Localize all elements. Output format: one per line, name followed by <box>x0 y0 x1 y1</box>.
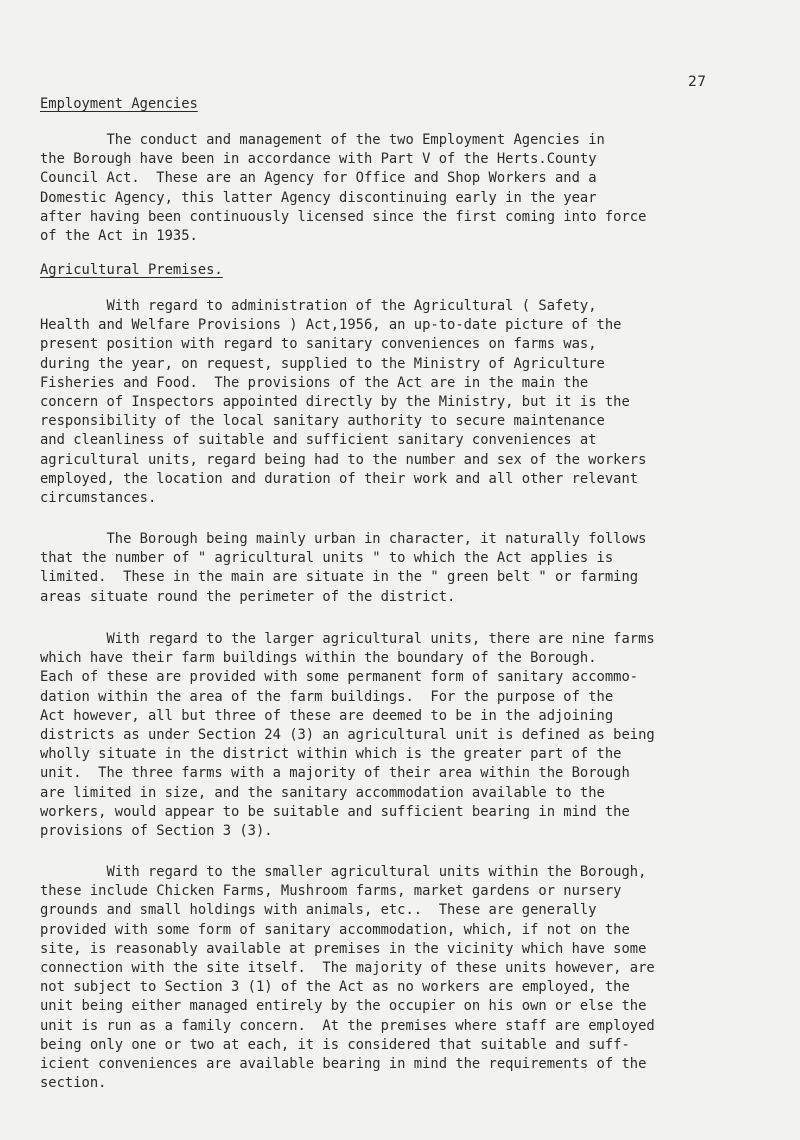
paragraph-agricultural-1: With regard to administration of the Agricultural ( Safety, Health and Welfare Provisions ) Act,1956, an up-to-date picture of the present position with regard to sanitary conveniences on farms was, during the year, on request, supplied to the Ministry of Agriculture Fisheries and Food. The provisions of the Act are in the main the concern of Inspectors appointed directly by the Ministry, but it is the responsibility of the local sanitary authority to secure maintenance and cleanliness of suitable and sufficient sanitary conveniences at agricultural units, regard being had to the number and sex of the workers employed, the location and duration of their work and all other relevant circumstances. <box>40 298 647 507</box>
paragraph-agricultural-4: With regard to the smaller agricultural units within the Borough, these include Chicken Farms, Mushroom farms, market gardens or nursery grounds and small holdings with animals, etc.. These are generally provided with some form of sanitary accommodation, which, if not on the site, is reasonably available at premises in the vicinity which have some connection with the site itself. The majority of these units however, are not subject to Section 3 (1) of the Act as no workers are employed, the unit being either managed entirely by the occupier on his own or else the unit is run as a family concern. At the premises where staff are employed being only one or two at each, it is considered that suitable and suff- icient conveniences are available bearing in mind the requirements of the section. <box>40 864 655 1092</box>
paragraph-agricultural-3: With regard to the larger agricultural units, there are nine farms which have their farm buildings within the boundary of the Borough. Each of these are provided with some permanent form of sanitary accommo- dation within the area of the farm buildings. For the purpose of the Act however, all but three of these are deemed to be in the adjoining districts as under Section 24 (3) an agricultural unit is defined as being wholly situate in the district within which is the greater part of the unit. The three farms with a majority of their area within the Borough are limited in size, and the sanitary accommodation available to the workers, would appear to be suitable and sufficient bearing in mind the provisions of Section 3 (3). <box>40 631 655 840</box>
paragraph-agricultural-2: The Borough being mainly urban in character, it naturally follows that the number of " agricultural units " to which the Act applies is limited. These in the main are situate in the " green belt " or farming areas situate round the perimeter of the district. <box>40 531 647 605</box>
section-heading-agricultural-premises: Agricultural Premises. <box>40 262 223 278</box>
paragraph-employment-agencies: The conduct and management of the two Employment Agencies in the Borough have been in accordance with Part V of the Herts.County Council Act. These are an Agency for Office and Shop Workers and a Domestic Agency, this latter Agency discontinuing early in the year after having been continuously licensed since the first coming into force of the Act in 1935. <box>40 132 647 245</box>
section-heading-employment-agencies: Employment Agencies <box>40 96 198 112</box>
page-number: 27 <box>688 74 707 90</box>
